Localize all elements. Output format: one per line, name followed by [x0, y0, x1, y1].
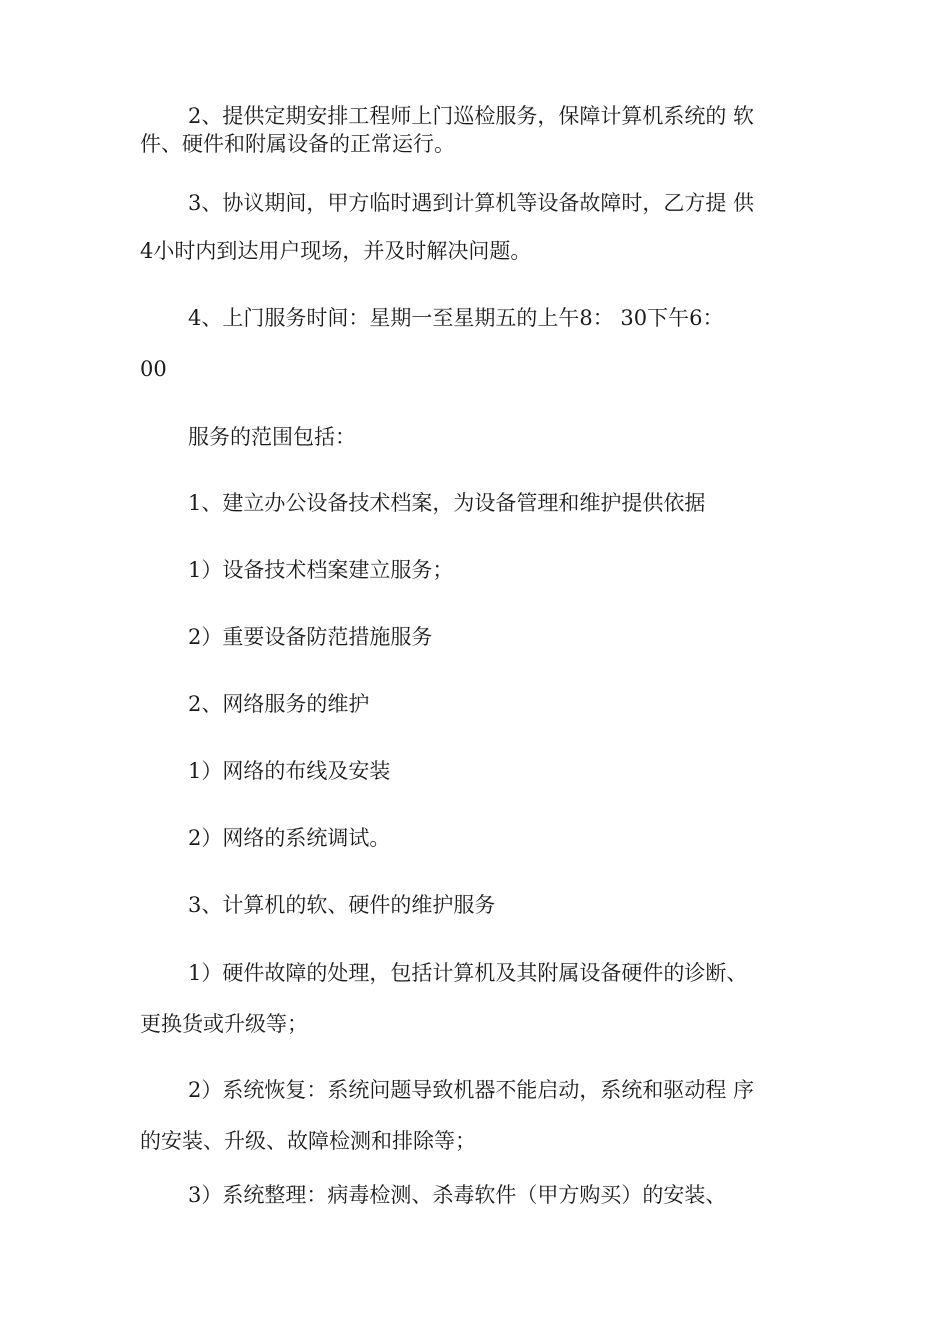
paragraph-2-line-1: 3、协议期间，甲方临时遇到计算机等设备故障时，乙方提 供 [188, 191, 755, 215]
section-heading-scope: 服务的范围包括： [188, 425, 356, 449]
item-1-sub-1: 1）设备技术档案建立服务； [188, 558, 454, 582]
item-3-sub-1-line-2: 更换货或升级等； [140, 1012, 308, 1036]
paragraph-2-line-2: 4小时内到达用户现场，并及时解决问题。 [140, 239, 532, 263]
paragraph-3-line-2: 00 [140, 357, 167, 381]
item-2-sub-1: 1）网络的布线及安装 [188, 759, 391, 783]
item-2-heading: 2、网络服务的维护 [188, 692, 370, 716]
item-3-sub-2-line-2: 的安装、升级、故障检测和排除等； [140, 1129, 476, 1153]
item-1-sub-2: 2）重要设备防范措施服务 [188, 625, 433, 649]
item-2-sub-2: 2）网络的系统调试。 [188, 826, 391, 850]
item-1-heading: 1、建立办公设备技术档案，为设备管理和维护提供依据 [188, 491, 706, 515]
item-3-heading: 3、计算机的软、硬件的维护服务 [188, 893, 496, 917]
item-3-sub-2-line-1: 2）系统恢复：系统问题导致机器不能启动，系统和驱动程 序 [188, 1078, 755, 1102]
paragraph-1-line-1: 2、提供定期安排工程师上门巡检服务，保障计算机系统的 软 [188, 104, 755, 128]
item-3-sub-1-line-1: 1）硬件故障的处理，包括计算机及其附属设备硬件的诊断、 [188, 961, 748, 985]
paragraph-1-line-2: 件、硬件和附属设备的正常运行。 [140, 132, 455, 156]
item-3-sub-3-line-1: 3）系统整理：病毒检测、杀毒软件（甲方购买）的安装、 [188, 1183, 727, 1207]
paragraph-3-line-1: 4、上门服务时间：星期一至星期五的上午8： 30下午6： [188, 306, 724, 330]
